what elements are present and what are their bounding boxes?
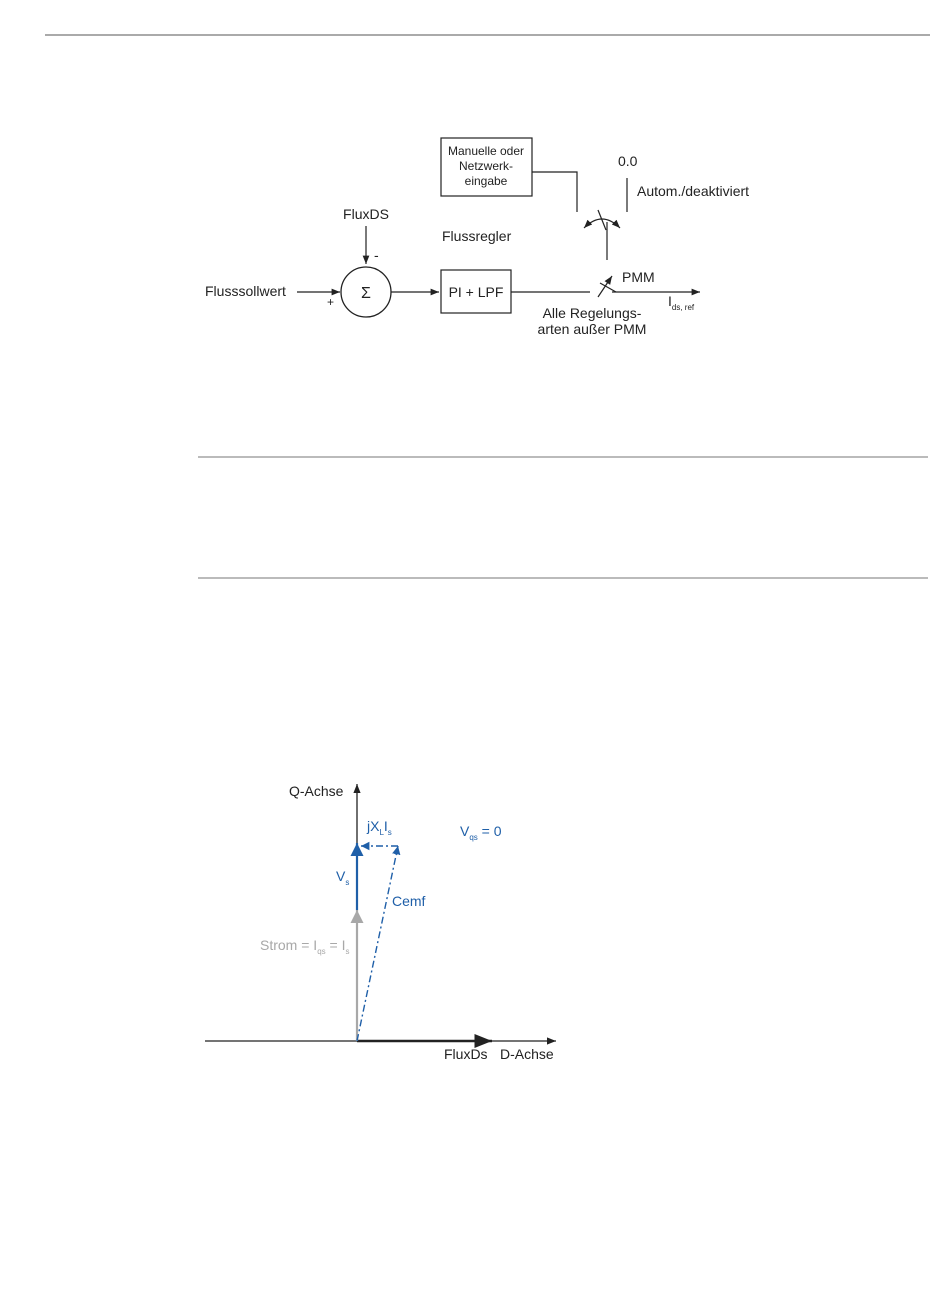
output-label: $I_{ds, ref}$	[668, 293, 695, 312]
label-alle-line1: Alle Regelungs-	[542, 305, 642, 321]
label-flusssollwert: Flusssollwert	[205, 283, 286, 299]
label-fluxds: FluxDS	[343, 206, 389, 222]
label-minus: -	[374, 247, 379, 263]
label-cemf: Cemf	[392, 893, 426, 909]
sum-symbol: Σ	[361, 285, 371, 302]
flux-controller-diagram	[205, 138, 749, 337]
label-d-axis: D-Achse	[500, 1046, 554, 1062]
manual-box-line1: Manuelle oder	[447, 144, 525, 158]
label-autom: Autom./deaktiviert	[637, 183, 750, 199]
label-vs: $V_s$	[336, 868, 350, 887]
pi-lpf-label: PI + LPF	[448, 284, 504, 300]
cemf-vector	[357, 846, 398, 1041]
selector-tick	[598, 210, 606, 230]
label-flussregler: Flussregler	[442, 228, 512, 244]
label-fluxds-vector: FluxDs	[444, 1046, 488, 1062]
manual-box-line2: Netzwerk-	[458, 159, 514, 173]
manual-input-line	[532, 172, 577, 212]
label-pmm: PMM	[622, 269, 655, 285]
label-alle-line2: arten außer PMM	[537, 321, 647, 337]
label-plus: +	[327, 295, 335, 309]
manual-box-line3: eingabe	[464, 174, 508, 188]
label-current: Strom = $I_{qs} = I_s$	[260, 937, 350, 956]
label-q-axis: Q-Achse	[289, 783, 344, 799]
label-vqs: $V_{qs} = 0$	[460, 823, 502, 842]
label-jxl: $jX_LI_s$	[367, 818, 392, 837]
phasor-diagram	[205, 783, 556, 1062]
label-zero: 0.0	[618, 153, 638, 169]
